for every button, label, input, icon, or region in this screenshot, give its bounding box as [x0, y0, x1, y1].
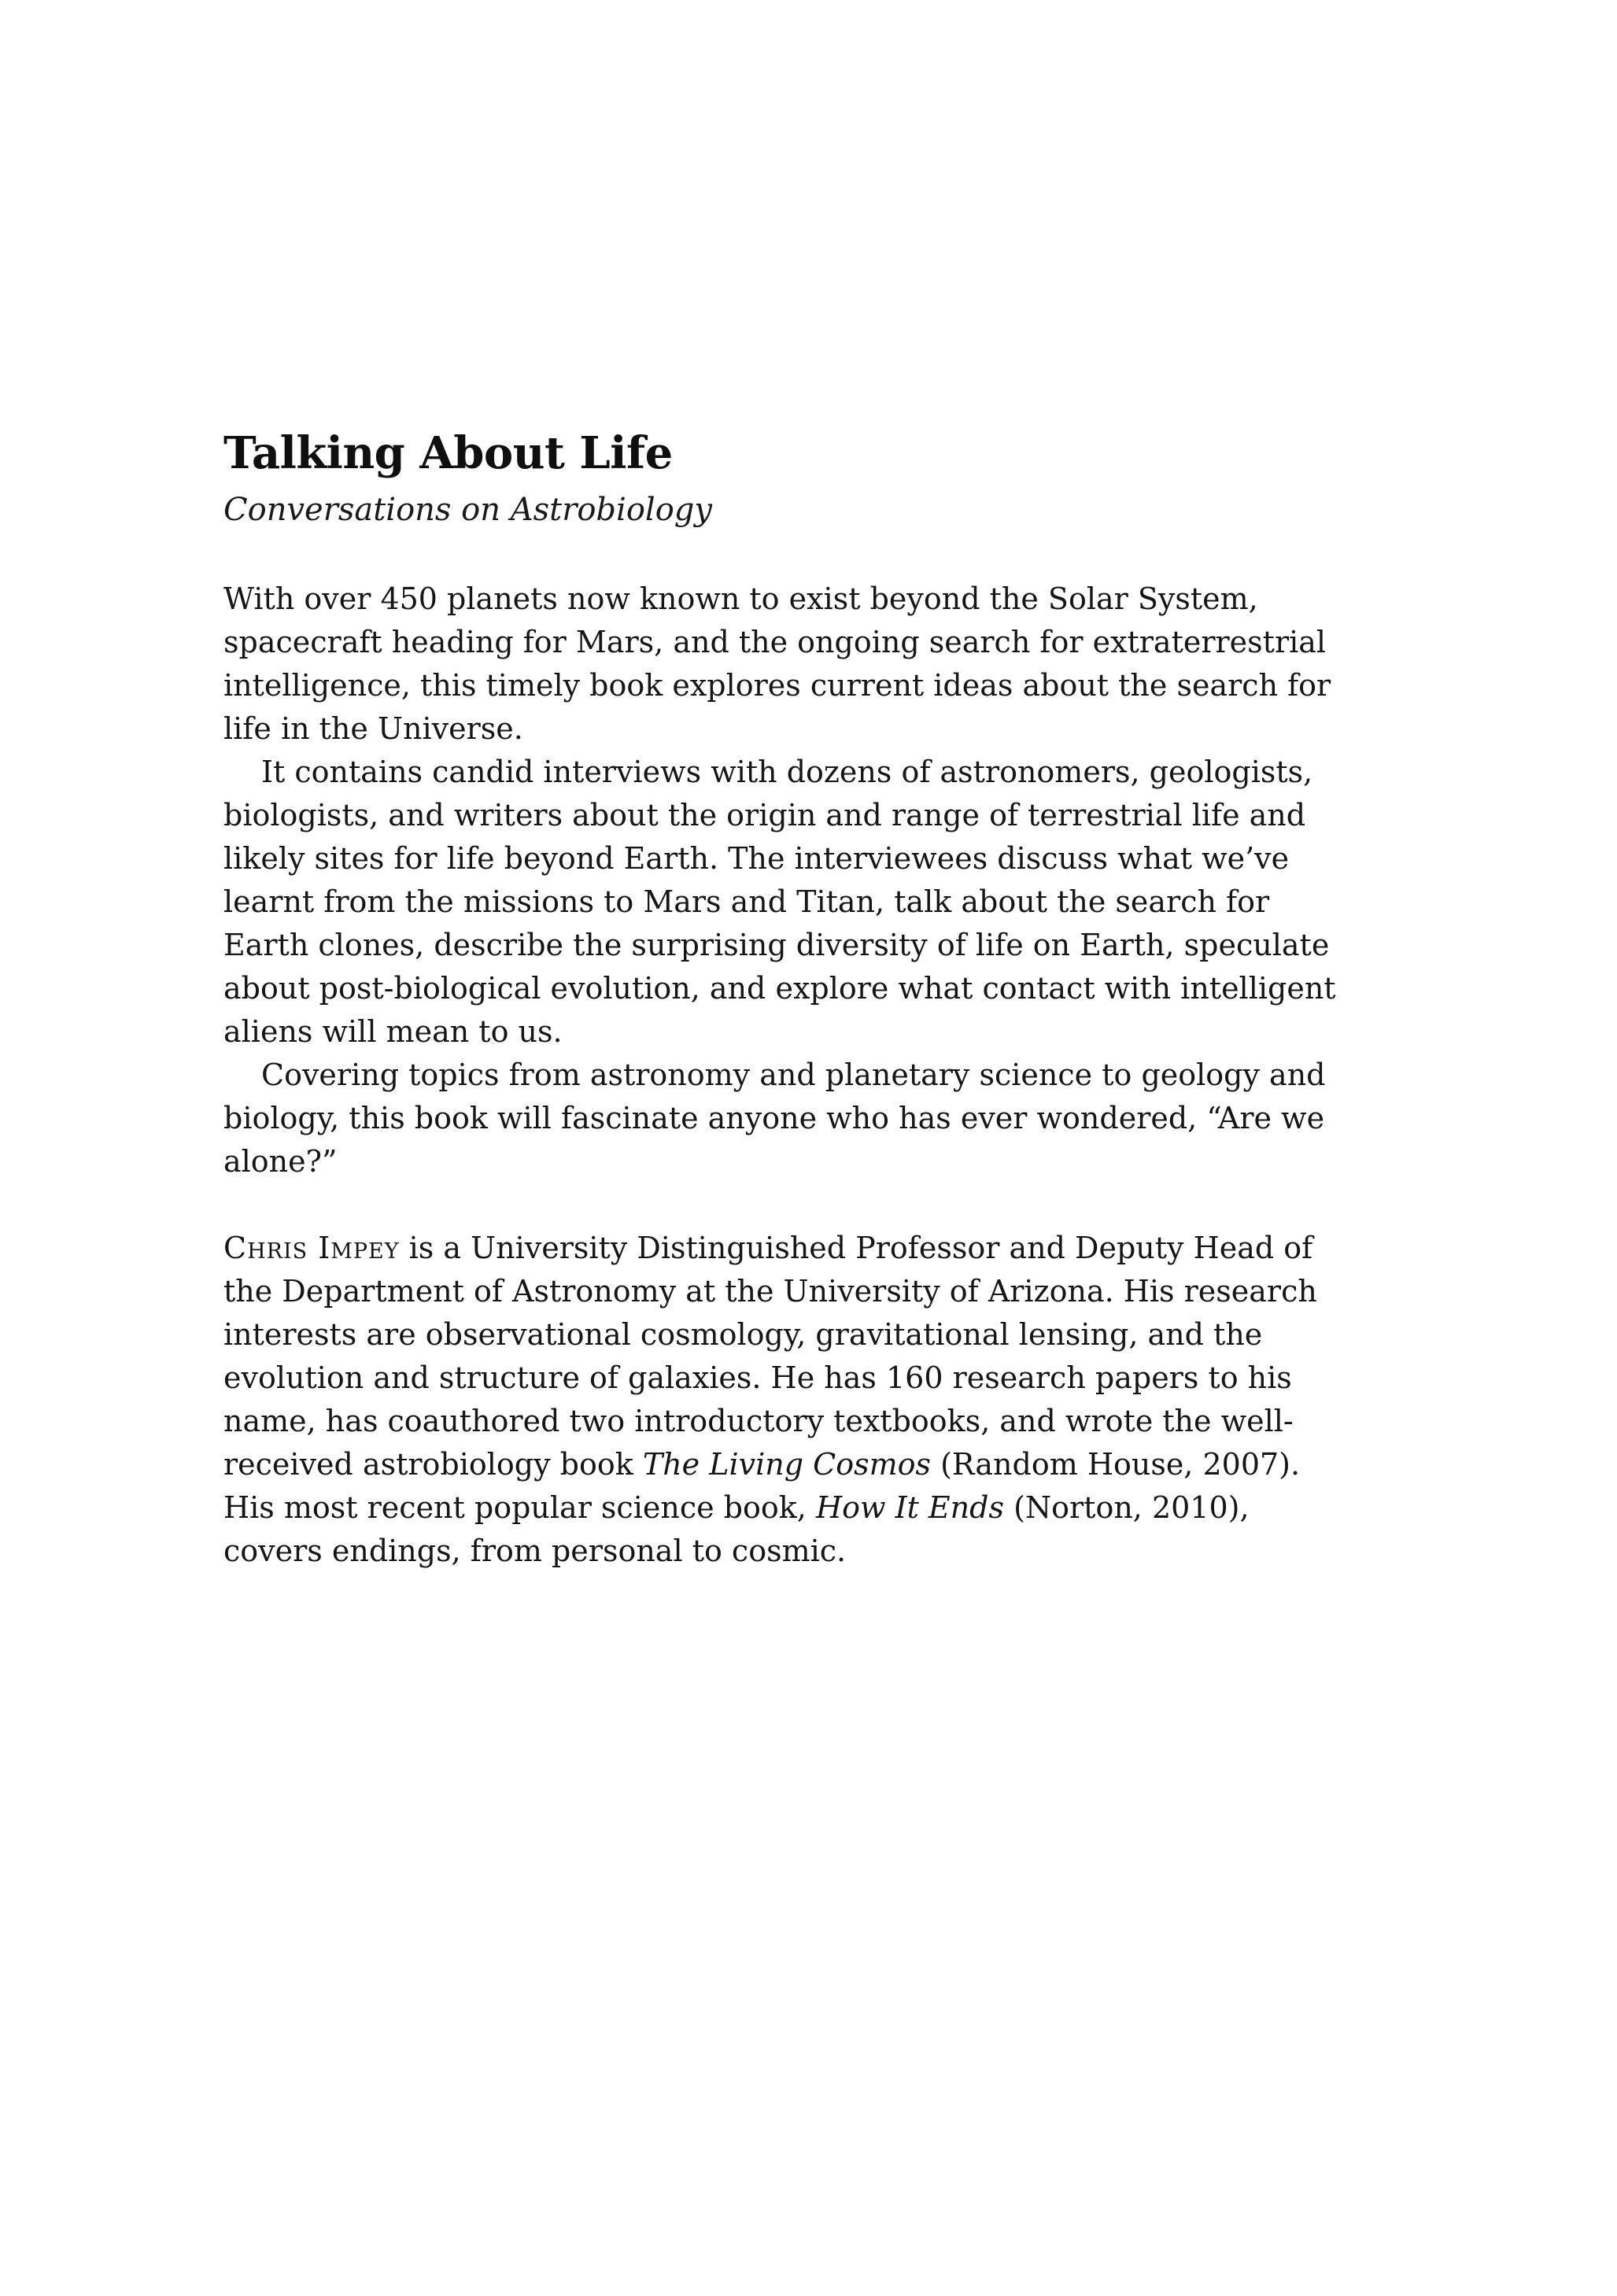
description-paragraph-3: Covering topics from astronomy and planetary science to geology and biology, this book will fascinate anyone who has ever wondered, “Are we alone?”	[223, 1058, 1326, 1179]
book-title: Talking About Life	[223, 427, 673, 479]
book-reference-living-cosmos: The Living Cosmos	[642, 1447, 931, 1482]
author-bio-text-1: is a University Distinguished Professor and Deputy Head of the Department of Astronomy at the University of Arizona. His research interests are observational cosmology, gravitational lensing, and the evolution and structure of galaxies. He has 160 research papers to his name, has coauthored two introductory textbooks, and wrote the well-received astrobiology book	[223, 1231, 1317, 1482]
page-content	[223, 425, 1349, 1573]
book-subtitle: Conversations on Astrobiology	[223, 492, 712, 528]
author-bio-paragraph	[223, 1227, 1349, 1573]
author-bio-text-3: (Norton, 2010), covers endings, from personal to cosmic.	[223, 1490, 1250, 1568]
book-description	[223, 578, 1349, 1183]
description-paragraph-2: It contains candid interviews with dozens of astronomers, geologists, biologists, and writers about the origin and range of terrestrial life and likely sites for life beyond Earth. The interviewees discuss what we’ve learnt from the missions to Mars and Titan, talk about the search for Earth clones, describe the surprising diversity of life on Earth, speculate about post-biological evolution, and explore what contact with intelligent aliens will mean to us.	[223, 755, 1336, 1049]
author-bio	[223, 1227, 1349, 1573]
book-reference-how-it-ends: How It Ends	[815, 1490, 1004, 1525]
author-bio-text-2: (Random House, 2007). His most recent popular science book,	[223, 1447, 1301, 1525]
description-paragraph-1: With over 450 planets now known to exist beyond the Solar System, spacecraft heading for Mars, and the ongoing search for extraterrestrial intelligence, this timely book explores current ideas about the search for life in the Universe.	[223, 581, 1331, 746]
author-name: Chris Impey	[223, 1231, 400, 1265]
